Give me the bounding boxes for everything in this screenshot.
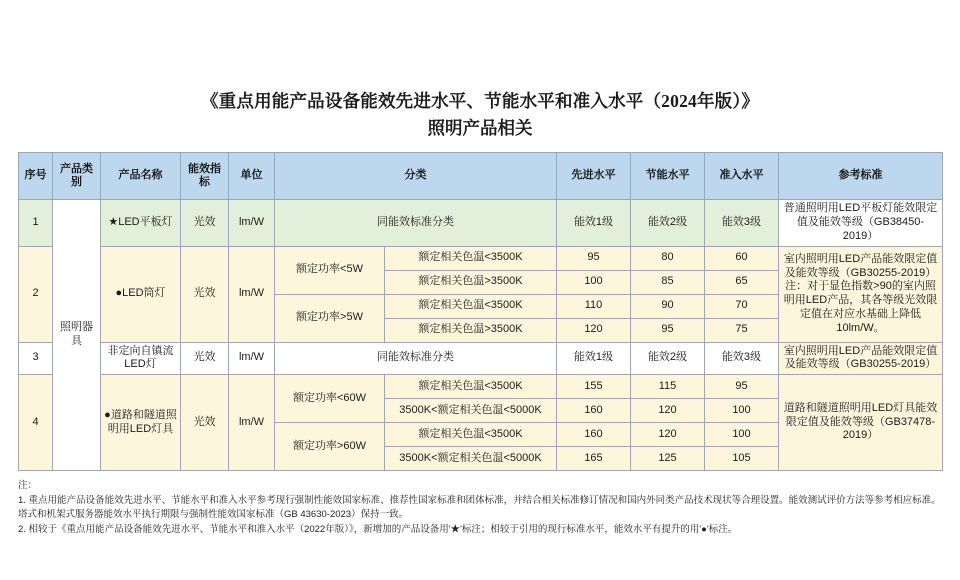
page-title: 《重点用能产品设备能效先进水平、节能水平和准入水平（2024年版）》 bbox=[200, 91, 760, 111]
cell-classification: 同能效标准分类 bbox=[275, 342, 557, 375]
table-row bbox=[19, 375, 943, 399]
cell-seq: 4 bbox=[19, 375, 53, 471]
note-item-2: 2. 相较于《重点用能产品设备能效先进水平、节能水平和准入水平（2022年版）》，新增加的产品设备用'★'标注；相较于引用的现行标准水平，能效水平有提升的用'●'标注。 bbox=[18, 524, 738, 536]
cell-access: 100 bbox=[705, 423, 779, 447]
cell-advanced: 155 bbox=[557, 375, 631, 399]
cell-advanced: 165 bbox=[557, 447, 631, 471]
cell-access: 70 bbox=[705, 294, 779, 318]
cell-color-class: 额定相关色温<3500K bbox=[385, 423, 557, 447]
cell-advanced: 120 bbox=[557, 318, 631, 342]
notes-label: 注： bbox=[18, 480, 38, 491]
notes-block bbox=[18, 479, 942, 538]
header-seq: 序号 bbox=[19, 153, 53, 200]
cell-power-class: 额定功率<5W bbox=[275, 246, 385, 294]
table-header-row bbox=[19, 153, 943, 200]
header-advanced: 先进水平 bbox=[557, 153, 631, 200]
cell-access: 95 bbox=[705, 375, 779, 399]
cell-color-class: 额定相关色温<3500K bbox=[385, 246, 557, 270]
efficiency-table bbox=[18, 152, 943, 471]
cell-access: 60 bbox=[705, 246, 779, 270]
cell-saving: 80 bbox=[631, 246, 705, 270]
cell-advanced: 160 bbox=[557, 399, 631, 423]
table-row bbox=[19, 342, 943, 375]
cell-reference: 室内照明用LED产品能效限定值及能效等级（GB30255-2019） bbox=[779, 342, 943, 375]
cell-unit: lm/W bbox=[229, 246, 275, 342]
cell-access: 105 bbox=[705, 447, 779, 471]
table-row bbox=[19, 246, 943, 270]
cell-reference: 道路和隧道照明用LED灯具能效限定值及能效等级（GB37478-2019） bbox=[779, 375, 943, 471]
cell-reference: 普通照明用LED平板灯能效限定值及能效等级（GB38450-2019） bbox=[779, 200, 943, 246]
cell-color-class: 额定相关色温<3500K bbox=[385, 294, 557, 318]
cell-power-class: 额定功率>60W bbox=[275, 423, 385, 471]
cell-reference: 室内照明用LED产品能效限定值及能效等级（GB30255-2019）注：对于显色指数>90的室内照明用LED产品，其各等级光效限定值在对应水基础上降低10lm/W。 bbox=[779, 246, 943, 342]
header-category: 产品类别 bbox=[53, 153, 101, 200]
cell-power-class: 额定功率<60W bbox=[275, 375, 385, 423]
cell-advanced: 能效1级 bbox=[557, 342, 631, 375]
title-block bbox=[18, 0, 942, 142]
header-reference: 参考标准 bbox=[779, 153, 943, 200]
cell-advanced: 110 bbox=[557, 294, 631, 318]
cell-saving: 95 bbox=[631, 318, 705, 342]
cell-access: 100 bbox=[705, 399, 779, 423]
table-row bbox=[19, 200, 943, 246]
cell-unit: lm/W bbox=[229, 200, 275, 246]
page-subtitle: 照明产品相关 bbox=[427, 118, 533, 139]
header-product-name: 产品名称 bbox=[101, 153, 181, 200]
header-classification: 分类 bbox=[275, 153, 557, 200]
cell-advanced: 95 bbox=[557, 246, 631, 270]
cell-color-class: 3500K<额定相关色温<5000K bbox=[385, 447, 557, 471]
cell-color-class: 额定相关色温<3500K bbox=[385, 375, 557, 399]
cell-access: 能效3级 bbox=[705, 200, 779, 246]
cell-product-name: ★LED平板灯 bbox=[101, 200, 181, 246]
header-unit: 单位 bbox=[229, 153, 275, 200]
cell-color-class: 3500K<额定相关色温<5000K bbox=[385, 399, 557, 423]
cell-saving: 125 bbox=[631, 447, 705, 471]
cell-color-class: 额定相关色温>3500K bbox=[385, 270, 557, 294]
cell-saving: 能效2级 bbox=[631, 342, 705, 375]
header-saving: 节能水平 bbox=[631, 153, 705, 200]
cell-seq: 2 bbox=[19, 246, 53, 342]
cell-saving: 90 bbox=[631, 294, 705, 318]
cell-indicator: 光效 bbox=[181, 200, 229, 246]
cell-category: 照明器具 bbox=[53, 200, 101, 471]
cell-power-class: 额定功率>5W bbox=[275, 294, 385, 342]
cell-seq: 3 bbox=[19, 342, 53, 375]
header-indicator: 能效指标 bbox=[181, 153, 229, 200]
cell-unit: lm/W bbox=[229, 342, 275, 375]
cell-indicator: 光效 bbox=[181, 246, 229, 342]
cell-indicator: 光效 bbox=[181, 375, 229, 471]
cell-access: 65 bbox=[705, 270, 779, 294]
cell-saving: 85 bbox=[631, 270, 705, 294]
cell-saving: 能效2级 bbox=[631, 200, 705, 246]
cell-advanced: 100 bbox=[557, 270, 631, 294]
cell-product-name: 非定向自镇流LED灯 bbox=[101, 342, 181, 375]
cell-product-name: ●道路和隧道照明用LED灯具 bbox=[101, 375, 181, 471]
cell-product-name: ●LED筒灯 bbox=[101, 246, 181, 342]
cell-advanced: 160 bbox=[557, 423, 631, 447]
cell-classification: 同能效标准分类 bbox=[275, 200, 557, 246]
cell-saving: 120 bbox=[631, 399, 705, 423]
cell-access: 能效3级 bbox=[705, 342, 779, 375]
cell-saving: 115 bbox=[631, 375, 705, 399]
cell-saving: 120 bbox=[631, 423, 705, 447]
cell-indicator: 光效 bbox=[181, 342, 229, 375]
cell-advanced: 能效1级 bbox=[557, 200, 631, 246]
cell-unit: lm/W bbox=[229, 375, 275, 471]
cell-access: 75 bbox=[705, 318, 779, 342]
cell-color-class: 额定相关色温>3500K bbox=[385, 318, 557, 342]
note-item-1: 1. 重点用能产品设备能效先进水平、节能水平和准入水平参考现行强制性能效国家标准、推荐性国家标准和团体标准，并结合相关标准修订情况和国内外同类产品技术现状等合理设置。能效测试评价方法等参考相应标准。塔式和机架式服务器能效水平执行期限与强制性能效国家标准（GB 43630-2023）保持一致。 bbox=[18, 494, 941, 521]
header-access: 准入水平 bbox=[705, 153, 779, 200]
cell-seq: 1 bbox=[19, 200, 53, 246]
